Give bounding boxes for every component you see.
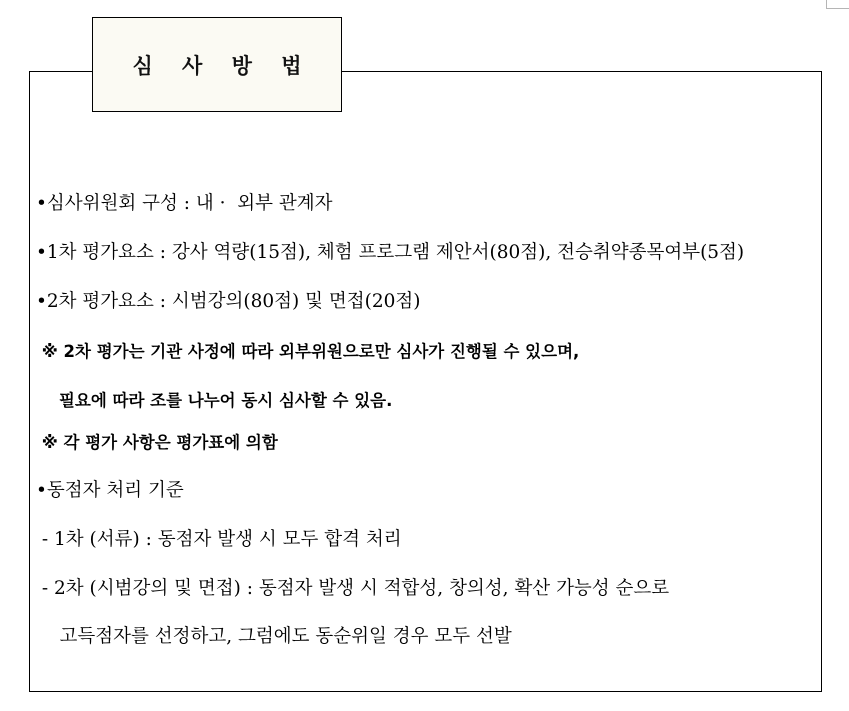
tie-breaker-second-round-continuation: 고득점자를 선정하고, 그럼에도 동순위일 경우 모두 선발 bbox=[36, 626, 512, 647]
tie-breaker-first-round-line: - 1차 (서류) : 동점자 발생 시 모두 합격 처리 bbox=[36, 529, 402, 550]
title-box bbox=[92, 17, 342, 112]
second-round-criteria-line: •2차 평가요소 : 시범강의(80점) 및 면접(20점) bbox=[36, 291, 421, 312]
tie-breaker-heading-line: •동점자 처리 기준 bbox=[36, 480, 184, 501]
second-round-note-line: ※ 2차 평가는 기관 사정에 따라 외부위원으로만 심사가 진행될 수 있으며, bbox=[36, 342, 580, 361]
evaluation-sheet-note-line: ※ 각 평가 사항은 평가표에 의함 bbox=[36, 433, 278, 452]
section-title: 심 사 방 법 bbox=[132, 53, 313, 78]
page-corner-mark-horizontal bbox=[826, 8, 849, 9]
first-round-criteria-line: •1차 평가요소 : 강사 역량(15점), 체험 프로그램 제안서(80점), 전승취약종목여부(5점) bbox=[36, 242, 745, 263]
judging-committee-line: •심사위원회 구성 : 내 · 외부 관계자 bbox=[36, 193, 333, 214]
tie-breaker-second-round-line: - 2차 (시범강의 및 면접) : 동점자 발생 시 적합성, 창의성, 확산 가능성 순으로 bbox=[36, 578, 670, 599]
second-round-note-continuation: 필요에 따라 조를 나누어 동시 심사할 수 있음. bbox=[36, 391, 393, 410]
